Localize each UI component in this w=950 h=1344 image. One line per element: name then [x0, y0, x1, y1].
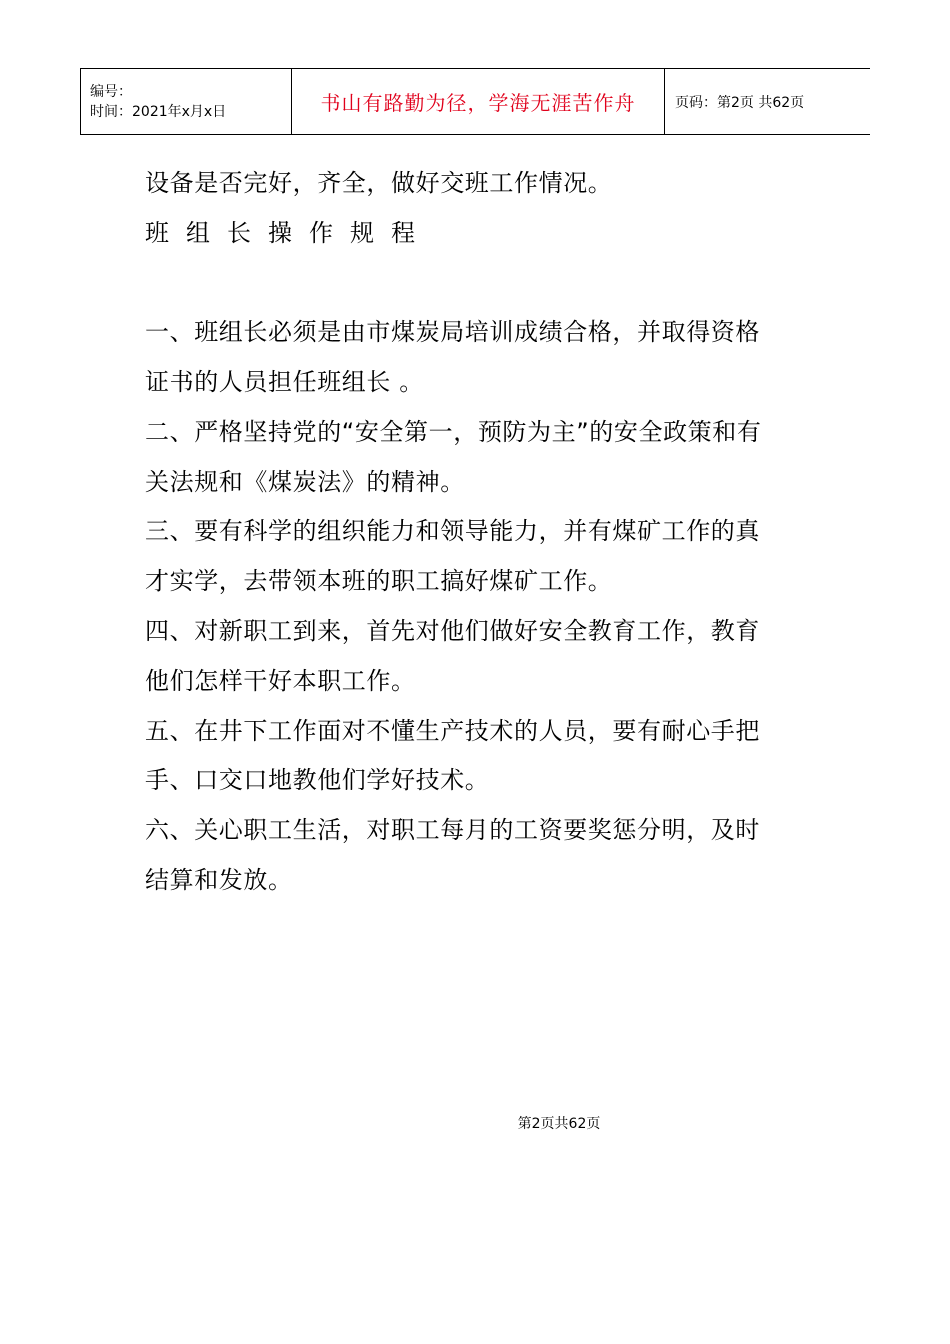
page-footer: 第2页共62页 [517, 1116, 601, 1132]
body-line: 手、口交口地教他们学好技术。 [145, 766, 490, 794]
body-line: 关法规和《煤炭法》的精神。 [145, 468, 465, 496]
document-number-label: 编号： [90, 83, 132, 100]
body-line: 他们怎样干好本职工作。 [145, 667, 416, 695]
body-line: 才实学，去带领本班的职工搞好煤矿工作。 [145, 567, 613, 595]
lead-line: 设备是否完好，齐全，做好交班工作情况。 [145, 169, 613, 197]
body-line: 结算和发放。 [145, 866, 293, 894]
document-header [80, 68, 870, 135]
header-motto: 书山有路勤为径，学海无涯苦作舟 [292, 69, 665, 135]
body-line: 一、班组长必须是由市煤炭局培训成绩合格，并取得资格 [145, 318, 760, 346]
header-meta-cell [81, 69, 292, 135]
body-line: 四、对新职工到来，首先对他们做好安全教育工作，教育 [145, 617, 760, 645]
body-line: 证书的人员担任班组长 。 [145, 368, 424, 396]
header-page-label: 页码：第2页 共62页 [665, 69, 871, 135]
document-date-label: 时间：2021年x月x日 [90, 103, 227, 120]
body-line: 六、关心职工生活，对职工每月的工资要奖惩分明，及时 [145, 816, 760, 844]
body-line: 三、要有科学的组织能力和领导能力，并有煤矿工作的真 [145, 517, 760, 545]
body-line: 五、在井下工作面对不懂生产技术的人员，要有耐心手把 [145, 717, 760, 745]
document-title: 班组长操作规程 [145, 219, 432, 247]
body-line: 二、严格坚持党的“安全第一，预防为主”的安全政策和有 [145, 418, 762, 446]
